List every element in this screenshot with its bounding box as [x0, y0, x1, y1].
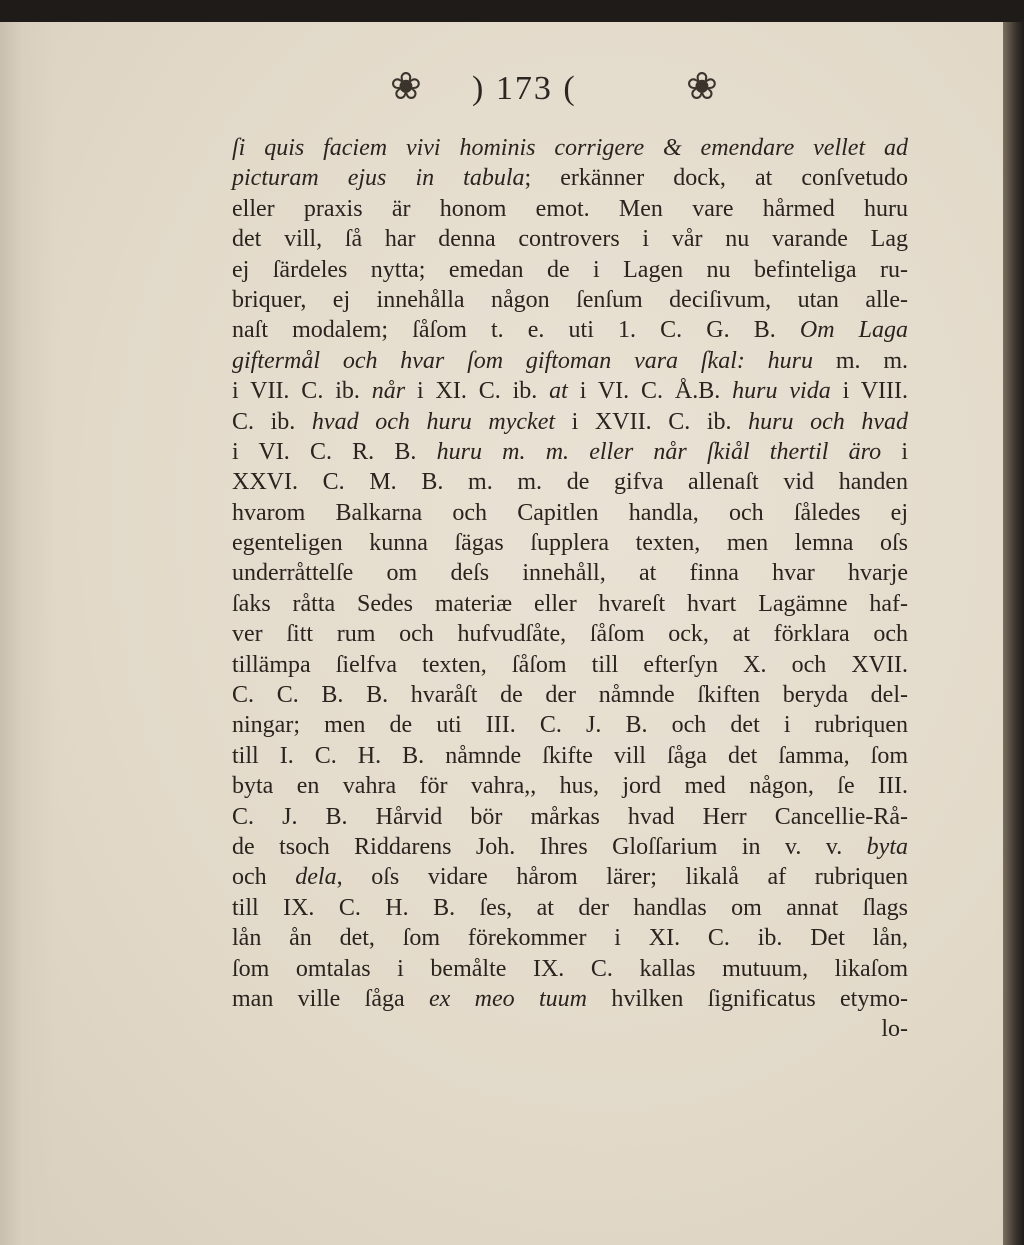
roman-text: tillämpa ſielfva texten, ſåſom till efterſyn X. och XVII.	[232, 651, 908, 678]
flower-ornament-icon: ❀	[686, 66, 718, 108]
italic-text: når	[371, 378, 406, 405]
roman-text: man ville ſåga	[232, 985, 429, 1012]
page-binding-shadow	[0, 22, 55, 1245]
roman-text: XXVI. C. M. B. m. m. de gifva allenaſt vid handen	[232, 469, 908, 496]
roman-text: naſt modalem; ſåſom t. e. uti 1. C. G. B.	[232, 317, 800, 344]
text-line	[232, 346, 908, 376]
text-line	[232, 741, 908, 771]
roman-text: i VII. C. ib.	[232, 378, 372, 405]
roman-text: , oſs vidare hårom lärer; likalå af rubriquen	[336, 864, 908, 891]
text-line	[232, 984, 908, 1014]
roman-text: de tsoch Riddarens Joh. Ihres Gloſſarium in v. v.	[232, 833, 867, 860]
italic-text: huru och hvad	[748, 408, 908, 435]
roman-text: ſaks råtta Sedes materiæ eller hvareſt hvart Lagämne haf-	[232, 590, 908, 617]
text-line	[232, 923, 908, 953]
text-line	[232, 558, 908, 588]
text-line	[232, 224, 908, 254]
text-line	[232, 133, 908, 163]
roman-text: C. C. B. B. hvaråſt de der nåmnde ſkiften beryda del-	[232, 682, 908, 709]
text-line	[232, 680, 908, 710]
text-line	[232, 467, 908, 497]
text-line	[232, 315, 908, 345]
italic-text: byta	[866, 833, 908, 860]
text-line	[232, 255, 908, 285]
roman-text: till IX. C. H. B. ſes, at der handlas om annat ſlags	[232, 894, 908, 921]
roman-text: i VIII.	[830, 378, 909, 405]
roman-text: egenteligen kunna ſägas ſupplera texten, men lemna oſs	[232, 530, 908, 557]
roman-text: ver ſitt rum och hufvudſåte, ſåſom ock, at förklara och	[232, 621, 908, 648]
roman-text: byta en vahra för vahra,, hus, jord med någon, ſe III.	[232, 773, 908, 800]
roman-text: hvilken ſignificatus etymo-	[587, 985, 908, 1012]
roman-text: briquer, ej innehålla någon ſenſum deciſivum, utan alle-	[232, 286, 908, 313]
text-line	[232, 194, 908, 224]
text-line	[232, 163, 908, 193]
text-line	[232, 619, 908, 649]
italic-text: ex meo tuum	[429, 985, 587, 1012]
text-line	[232, 407, 908, 437]
roman-text: hvarom Balkarna och Capitlen handla, och ſåledes ej	[232, 499, 908, 526]
text-line	[232, 832, 908, 862]
italic-text: huru m. m. eller når ſkiål thertil äro	[436, 438, 882, 465]
roman-text: underråttelſe om deſs innehåll, at finna hvar hvarje	[232, 560, 908, 587]
text-line	[232, 650, 908, 680]
text-line	[232, 498, 908, 528]
roman-text: i VI. C. Å.B.	[567, 378, 733, 405]
roman-text: m. m.	[813, 347, 908, 374]
text-line	[232, 1014, 908, 1044]
italic-text: at	[549, 378, 568, 405]
roman-text: C. J. B. Hårvid bör mårkas hvad Herr Cancellie-Rå-	[232, 803, 908, 830]
page-number: ) 173 (	[472, 70, 577, 107]
text-line	[232, 437, 908, 467]
roman-text: i VI. C. R. B.	[232, 438, 437, 465]
italic-text: picturam ejus in tabula	[232, 165, 525, 192]
roman-text: i	[881, 438, 908, 465]
text-line	[232, 771, 908, 801]
text-line	[232, 954, 908, 984]
roman-text: ningar; men de uti III. C. J. B. och det i rubriquen	[232, 712, 908, 739]
italic-text: ſi quis faciem vivi hominis corrigere & emendare vellet ad	[232, 135, 908, 161]
roman-text: eller praxis är honom emot. Men vare hårmed huru	[232, 195, 908, 222]
italic-text: Om Laga	[799, 317, 909, 344]
text-line	[232, 528, 908, 558]
flower-ornament-icon: ❀	[390, 66, 422, 108]
roman-text: ej ſärdeles nytta; emedan de i Lagen nu befinteliga ru-	[232, 256, 908, 283]
roman-text: till I. C. H. B. nåmnde ſkifte vill ſåga det ſamma, ſom	[232, 742, 908, 769]
text-line	[232, 710, 908, 740]
italic-text: hvad och huru mycket	[311, 408, 556, 435]
text-line	[232, 376, 908, 406]
italic-text: huru vida	[732, 378, 831, 405]
body-text	[232, 133, 908, 1045]
text-line	[232, 802, 908, 832]
running-header	[0, 58, 1003, 118]
italic-text: dela	[295, 864, 337, 891]
roman-text: lån ån det, ſom förekommer i XI. C. ib. Det lån,	[232, 925, 908, 952]
roman-text: i XVII. C. ib.	[555, 408, 749, 435]
roman-text: och	[232, 864, 296, 891]
italic-text: giftermål och hvar ſom giftoman vara ſkal: huru	[232, 347, 814, 374]
text-line	[232, 285, 908, 315]
roman-text: ſom omtalas i bemålte IX. C. kallas mutuum, likaſom	[232, 955, 908, 982]
roman-text: det vill, ſå har denna controvers i vår nu varande Lag	[232, 226, 908, 253]
roman-text: i XI. C. ib.	[405, 378, 550, 405]
roman-text: ; erkänner dock, at conſvetudo	[524, 165, 908, 192]
text-line	[232, 589, 908, 619]
roman-text: C. ib.	[232, 408, 312, 435]
text-line	[232, 862, 908, 892]
book-spine-edge	[1003, 22, 1024, 1245]
roman-text: lo-	[881, 1016, 908, 1043]
text-line	[232, 893, 908, 923]
